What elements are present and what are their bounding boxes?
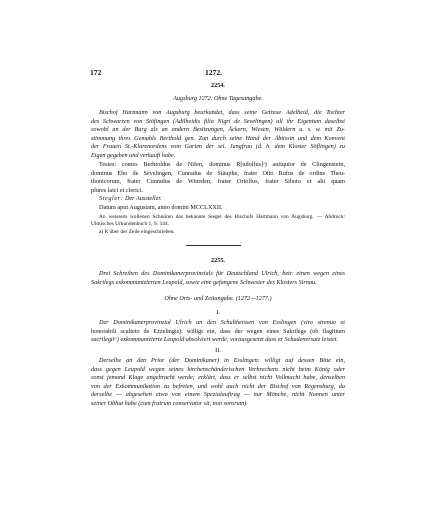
section-ii-body [91,357,345,409]
section-line: dass gegen Leupold wegen seines kirchenschänderischen Verbrechens nicht beim König oder [91,365,345,373]
section-i-body [91,319,345,345]
section-line: derselbe — abgesehen etwa von einem Spezialauftrag — nur Mönche, nicht Nonnen unter [91,391,345,399]
witness-line: plures laici et clerici. [91,186,143,194]
doc-2255-summary [91,270,345,287]
summary-line: des Schwarzen von Stöfingen (Adilheidis filia Nigri de Sevelingen) all ihr Eigentum daselbst [91,117,345,125]
section-numeral-ii: II. [215,347,221,354]
sealer-line [91,195,345,204]
doc-2255-number: 2255. [211,257,225,264]
section-line: sonst jemand Klage angebracht werde; erklärt, dass er selbst nicht Vollmacht habe, denselben [91,374,345,382]
summary-line: Eigen gegeben und verkauft habe. [91,151,176,159]
witness-line: dominus Ebo de Sevelingen, Cunradus de Stäuphe, frater Otto Rufus de ordine Theu- [91,169,345,177]
page-number: 172 [90,68,102,77]
datum-line: Datum aput Augustam, anno domini MCCLXXII. [99,203,223,211]
witness-line: thonicorum, frater Cunradus de Wineden, frater Ortolfus, frater Siboto et alii quam [91,178,345,186]
doc-2254-witnesses [91,161,345,213]
witness-line: Testes: comes Berhtoldus de Nifen, dominus R[udolfus]ᵃ) autiquior de Clingenstein, [99,161,345,168]
section-divider [186,245,241,246]
section-line: Derselbe an den Prior (der Dominikaner) in Esslingen: willigt auf dessen Bitte ein, [99,357,345,364]
doc-2254-place-date: Augsburg 1272. Ohne Tagesangabe. [173,95,263,102]
doc-2254-summary [91,109,345,161]
doc-2254-number: 2254. [211,82,225,89]
section-line: honorabili sculteto de Ezzelingis): willigt ein, dass der wegen eines Sakrilegs (ob flagitium [91,327,345,335]
doc-2255-place-date: Ohne Orts- und Zeitangabe. (1272—1277.) [164,295,272,302]
section-line: seiner Obhut habe (cum fratrum conservator sit, non sororum). [91,399,248,407]
summary-line: der Frauen St.-Klarenordens vom Garten der sel. Jungfrau (d. h. dem Kloster Söflingen) zu [91,143,345,151]
note-line: An weissem wollenen Schnüren das bekannte Siegel des Bischofs Hartmann von Augsburg. — Abdruck: [99,214,345,220]
footnote-line: a) R über der Zeile eingeschrieben. [99,228,175,235]
running-year: 1272. [204,68,223,77]
summary-line: sowohl an der Burg als an andern Besitzungen, Äckern, Wiesen, Wäldern u. s. w. mit Zu- [91,126,345,134]
summary-line: Drei Schreiben des Dominikanerprovinzials für Deutschland Ulrich, betr. einen wegen eines [99,270,345,277]
sealer-label: Siegler: [99,195,124,203]
section-line: Der Dominikanerprovinzial Ulrich an den Schultheissen von Esslingen (viro strenuo et [99,319,345,326]
section-line: sacrilegiiᵃ) exkommunizierte Leupold absolviert werde, vorausgesetzt dass er Schadenersatz leistet. [91,336,339,344]
doc-2254-notes [91,214,345,236]
page-header [0,68,427,78]
note-line: Ulmisches Urkundenbuch 1, S. 144. [91,221,170,228]
summary-line: Bischof Hartmann von Augsburg beurkundet, dass seine Getreue Adelheid, die Tochter [99,109,345,116]
section-line: von der Exkommunikation zu befreien, und wohl auch nicht der Bischof von Regensburg, da [91,382,345,390]
sealer-value: Der Aussteller. [124,195,162,203]
summary-line: Sakrilegs exkommunizierten Leupold, sowie eine gefangene Schwester des Klosters Sirnau. [91,278,317,286]
section-numeral-i: I. [216,309,220,316]
summary-line: stimmung ihres Gemahls Berthold gen. Zan durch seine Hand der Äbtissin und dem Konvent [91,134,345,142]
